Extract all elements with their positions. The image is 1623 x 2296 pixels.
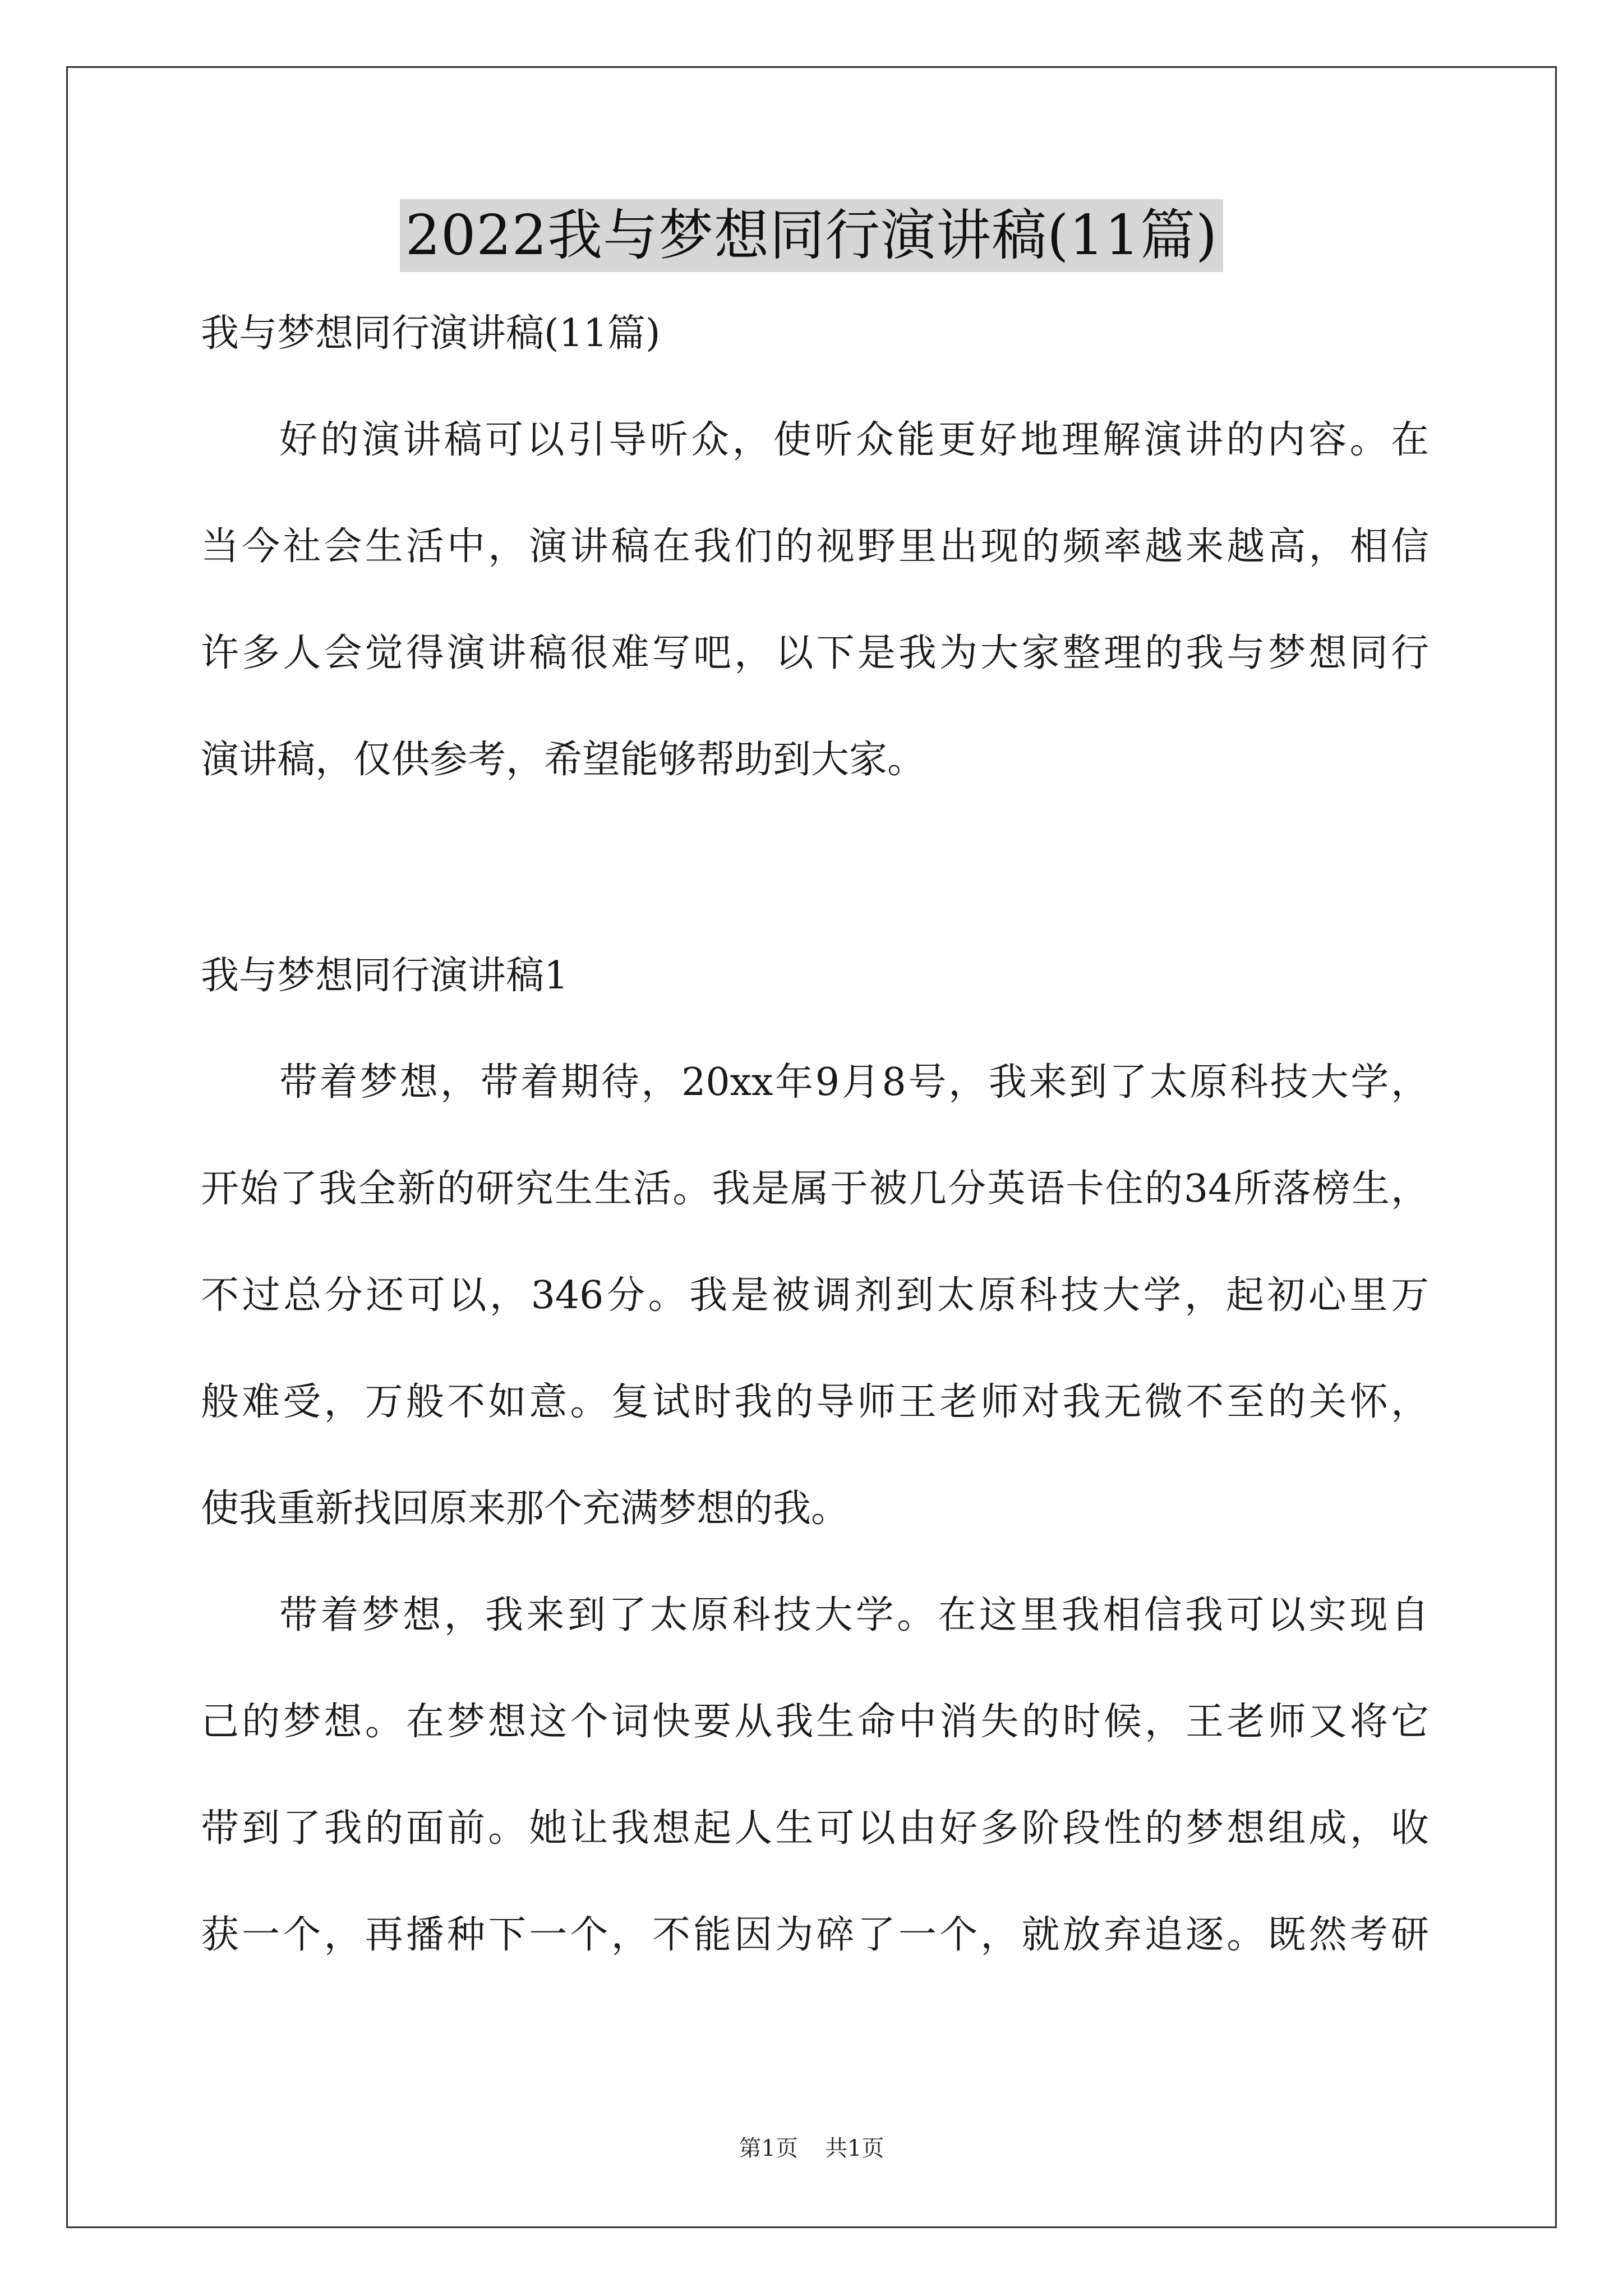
page-total: 共1页 [825,2136,884,2161]
document-title: 2022我与梦想同行演讲稿(11篇) [400,199,1224,272]
document-body [201,306,1429,1963]
document-title-wrapper [0,199,1623,272]
section-heading: 我与梦想同行演讲稿1 [201,954,569,998]
intro-line: 许多人会觉得演讲稿很难写吧，以下是我为大家整理的我与梦想同行 [201,631,1429,675]
spacer [201,362,1429,412]
paragraph-line: 开始了我全新的研究生生活。我是属于被几分英语卡住的34所落榜生， [201,1167,1429,1211]
paragraph-line: 带着梦想，带着期待，20xx年9月8号，我来到了太原科技大学， [279,1060,1429,1105]
paragraph-line: 不过总分还可以，346分。我是被调剂到太原科技大学，起初心里万 [201,1273,1429,1318]
paragraph-line: 己的梦想。在梦想这个词快要从我生命中消失的时候，王老师又将它 [201,1700,1429,1744]
intro-line: 演讲稿，仅供参考，希望能够帮助到大家。 [201,738,926,782]
page-footer [0,2134,1623,2162]
intro-line: 好的演讲稿可以引导听众，使听众能更好地理解演讲的内容。在 [279,418,1429,462]
paragraph-line: 使我重新找回原来那个充满梦想的我。 [201,1487,850,1531]
intro-line: 当今社会生活中，演讲稿在我们的视野里出现的频率越来越高，相信 [201,524,1429,569]
paragraph-line: 般难受，万般不如意。复试时我的导师王老师对我无微不至的关怀， [201,1380,1429,1424]
paragraph-line: 带到了我的面前。她让我想起人生可以由好多阶段性的梦想组成，收 [201,1806,1429,1851]
document-subtitle: 我与梦想同行演讲稿(11篇) [201,311,661,356]
page-number: 第1页 [739,2136,798,2161]
paragraph-line: 获一个，再播种下一个，不能因为碎了一个，就放弃追逐。既然考研 [201,1913,1429,1957]
paragraph-line: 带着梦想，我来到了太原科技大学。在这里我相信我可以实现自 [279,1593,1429,1637]
